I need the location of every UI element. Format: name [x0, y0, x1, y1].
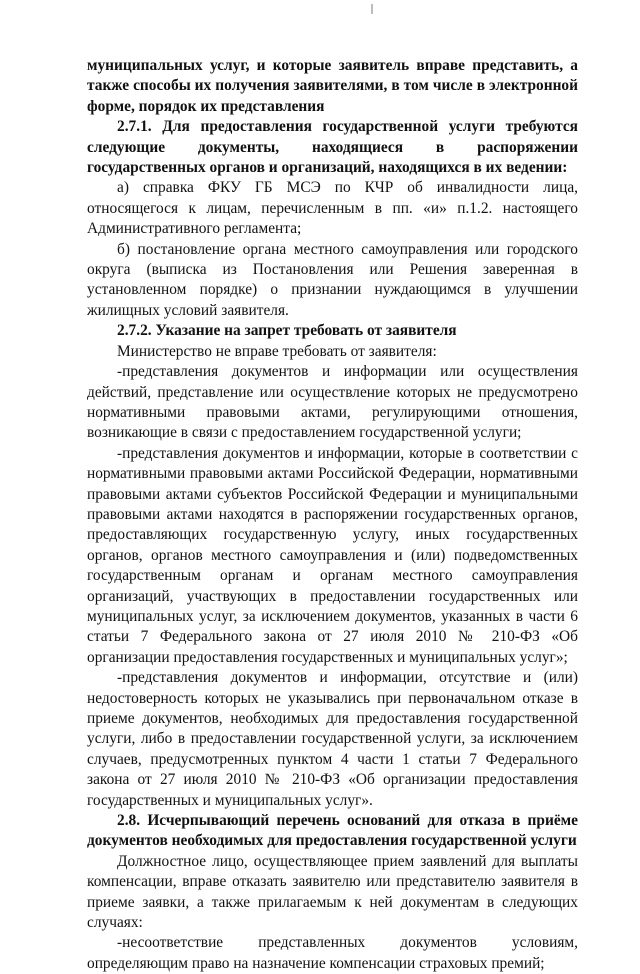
paragraph-ministry: Министерство не вправе требовать от заявителя:	[117, 342, 437, 360]
section-2-7-1-heading: 2.7.1. Для предоставления государственной услуги требуются следующие документы, находящиеся в распоряжении государственных органов и организаций, находящихся в их ведении:	[87, 118, 578, 177]
paragraph-item-b: б) постановление органа местного самоуправления или городского округа (выписка из Постановления или Решения заверенная в установленном порядке) о признании нуждающимся в улучшении жилищных условий заявителя.	[87, 240, 578, 319]
section-2-8-heading: 2.8. Исчерпывающий перечень оснований для отказа в приёме документов необходимых для предоставления государственной услуги	[87, 812, 578, 850]
section-2-7-2-heading: 2.7.2. Указание на запрет требовать от заявителя	[117, 322, 457, 340]
paragraph-official: Должностное лицо, осуществляющее прием заявлений для выплаты компенсации, вправе отказать заявителю или представителю заявителя в приеме заявки, а также прилагаемым к ней документам в следующих случаях:	[87, 852, 578, 932]
paragraph-dash-4: -несоответствие представленных документов условиям, определяющим право на назначение компенсации страховых премий;	[87, 934, 578, 972]
scan-artifact	[371, 4, 373, 14]
paragraph-dash-2: -представления документов и информации, которые в соответствии с нормативными правовыми актами Российской Федерации, нормативными правовыми актами субъектов Российской Федерации и муниципальными правовыми актами находятся в распоряжении государственных органов, предоставляющих государственную услугу, иных государственных органов, органов местного самоуправления и (или) подведомственных государственным органам и органам местного самоуправления организаций, участвующих в предоставлении государственных или муниципальных услуг, за исключением документов, указанных в части 6 статьи 7 Федерального закона от 27 июля 2010 № 210-ФЗ «Об организации предоставления государственных и муниципальных услуг»;	[87, 444, 578, 666]
heading-continuation: муниципальных услуг, и которые заявитель вправе представить, а также способы их получения заявителями, в том числе в электронной форме, порядок их представления	[87, 57, 578, 115]
paragraph-item-a: а) справка ФКУ ГБ МСЭ по КЧР об инвалидности лица, относящегося к лицам, перечисленным в пп. «и» п.1.2. настоящего Административного регламента;	[87, 179, 578, 238]
paragraph-dash-1: -представления документов и информации или осуществления действий, представление или осуществление которых не предусмотрено нормативными правовыми актами, регулирующими отношения, возникающие в связи с предоставлением государственной услуги;	[87, 363, 578, 442]
paragraph-dash-3: -представления документов и информации, отсутствие и (или) недостоверность которых не указывались при первоначальном отказе в приеме документов, необходимых для предоставления государственной услуги, либо в предоставлении государственной услуги, за исключением случаев, предусмотренных пунктом 4 части 1 статьи 7 Федерального закона от 27 июля 2010 № 210-ФЗ «Об организации предоставления государственных и муниципальных услуг».	[87, 669, 578, 809]
